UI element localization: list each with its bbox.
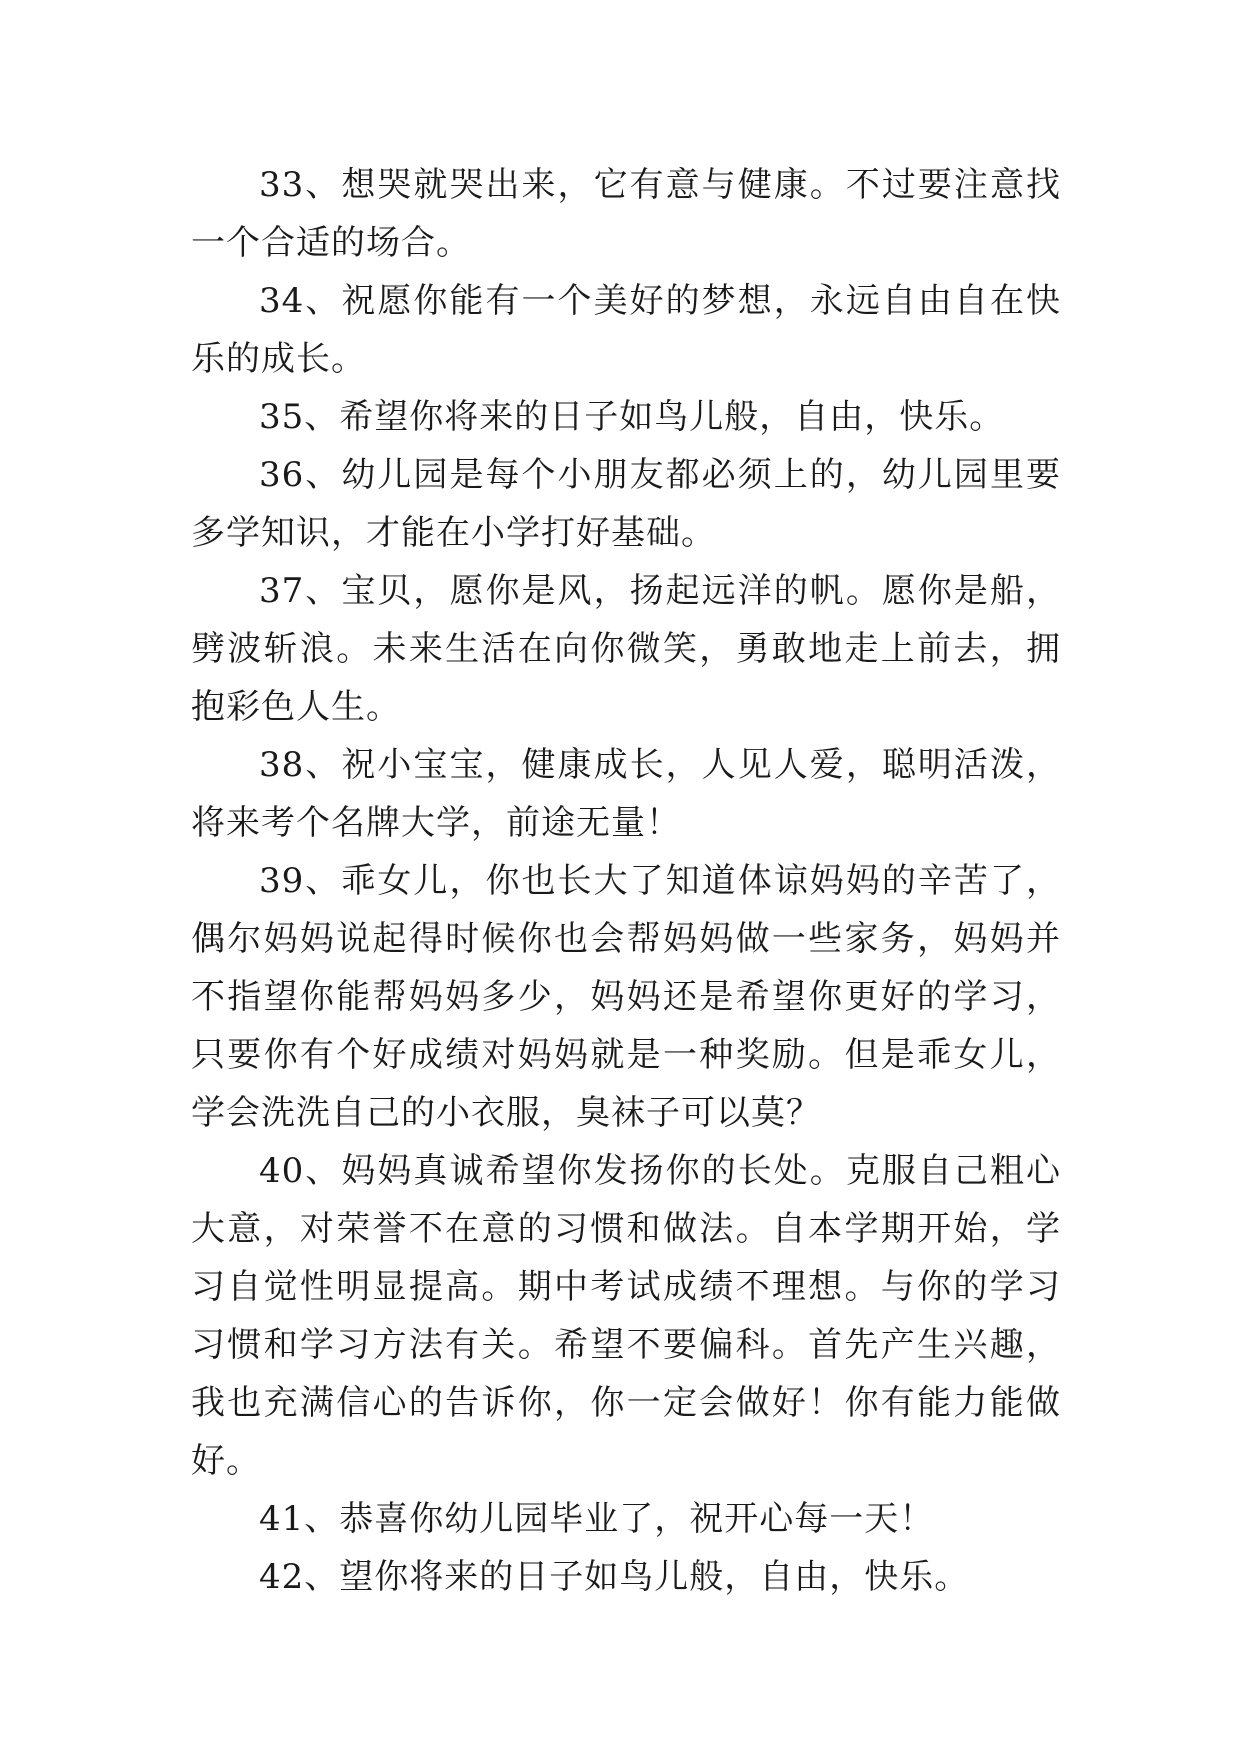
paragraph-33: 33、想哭就哭出来，它有意与健康。不过要注意找一个合适的场合。 [191,165,1061,263]
paragraph-35: 35、希望你将来的日子如鸟儿般，自由，快乐。 [259,397,1005,437]
paragraph-38: 38、祝小宝宝，健康成长，人见人爱，聪明活泼，将来考个名牌大学，前途无量！ [191,745,1061,843]
paragraph-37: 37、宝贝，愿你是风，扬起远洋的帆。愿你是船，劈波斩浪。未来生活在向你微笑，勇敢地走上前去，拥抱彩色人生。 [191,571,1061,727]
document-body [191,156,1061,1606]
paragraph-34: 34、祝愿你能有一个美好的梦想，永远自由自在快乐的成长。 [191,281,1061,379]
paragraph-42: 42、望你将来的日子如鸟儿般，自由，快乐。 [259,1557,970,1597]
paragraph-36: 36、幼儿园是每个小朋友都必须上的，幼儿园里要多学知识，才能在小学打好基础。 [191,455,1061,553]
paragraph-40: 40、妈妈真诚希望你发扬你的长处。克服自己粗心大意，对荣誉不在意的习惯和做法。自本学期开始，学习自觉性明显提高。期中考试成绩不理想。与你的学习习惯和学习方法有关。希望不要偏科。首先产生兴趣，我也充满信心的告诉你，你一定会做好！你有能力能做好。 [191,1151,1061,1481]
paragraph-39: 39、乖女儿，你也长大了知道体谅妈妈的辛苦了，偶尔妈妈说起得时候你也会帮妈妈做一些家务，妈妈并不指望你能帮妈妈多少，妈妈还是希望你更好的学习，只要你有个好成绩对妈妈就是一种奖励。但是乖女儿，学会洗洗自己的小衣服，臭袜子可以莫？ [191,861,1061,1133]
paragraph-41: 41、恭喜你幼儿园毕业了，祝开心每一天！ [259,1499,935,1539]
